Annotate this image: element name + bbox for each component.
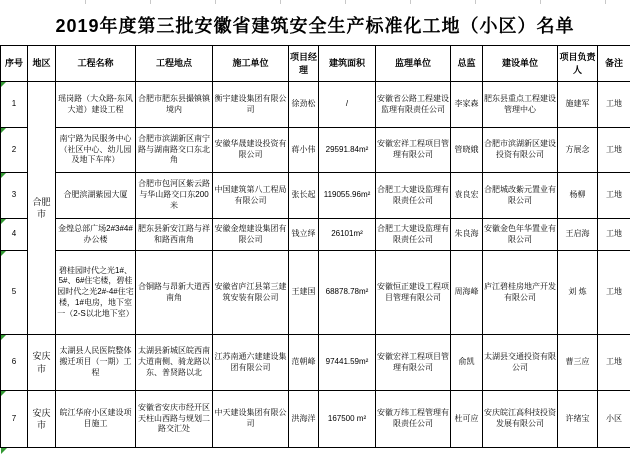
supervision-unit-cell[interactable]: 安徽宏祥工程项目管理有限公司 [376,128,451,173]
region-cell[interactable]: 合肥市 [28,82,56,335]
seq-cell[interactable]: 2 [1,128,28,173]
remark-cell[interactable]: 工地 [598,219,630,251]
seq-cell[interactable]: 1 [1,82,28,128]
column-header-3[interactable]: 工程地点 [136,46,213,82]
excel-error-indicator-icon [1,128,6,133]
column-header-8[interactable]: 总监 [451,46,483,82]
column-header-10[interactable]: 项目负责人 [558,46,598,82]
seq-cell[interactable]: 3 [1,173,28,219]
table-body [1,82,630,448]
column-header-4[interactable]: 施工单位 [213,46,289,82]
building-area-cell[interactable]: 119055.96m² [319,173,376,219]
excel-error-indicator-icon [1,173,6,178]
building-area-cell[interactable]: 167500 m² [319,391,376,448]
contractor-cell[interactable]: 衡宇建设集团有限公司 [213,82,289,128]
column-header-1[interactable]: 地区 [28,46,56,82]
contractor-cell[interactable]: 安徽省庐江县第三建筑安装有限公司 [213,251,289,335]
project-location-cell[interactable]: 合铜路与昂新大道西南角 [136,251,213,335]
seq-cell[interactable]: 5 [1,251,28,335]
table-row [1,219,630,251]
page-title: 2019年度第三批安徽省建筑安全生产标准化工地（小区）名单 [55,15,575,36]
developer-unit-cell[interactable]: 太湖县交通投资有限公司 [483,335,558,391]
excel-error-indicator-icon [1,219,6,224]
remark-cell[interactable]: 工地 [598,128,630,173]
excel-error-indicator-icon [1,448,7,454]
column-header-7[interactable]: 监理单位 [376,46,451,82]
excel-error-indicator-icon [1,335,6,340]
building-area-cell[interactable]: 29591.84m² [319,128,376,173]
developer-unit-cell[interactable]: 合肥市滨湖新区建设投资有限公司 [483,128,558,173]
contractor-cell[interactable]: 安徽金煌建设集团有限公司 [213,219,289,251]
project-location-cell[interactable]: 太湖县新城区皖西南大道南侧、骑龙路以东、普贤路以北 [136,335,213,391]
project-location-cell[interactable]: 安徽省安庆市经开区天柱山西路与规划二路交汇处 [136,391,213,448]
project-leader-cell[interactable]: 许绪宝 [558,391,598,448]
project-leader-cell[interactable]: 王启海 [558,219,598,251]
contractor-cell[interactable]: 江苏南通六建建设集团有限公司 [213,335,289,391]
project-name-cell[interactable]: 皖江华府小区建设项目施工 [56,391,136,448]
project-manager-cell[interactable]: 王建国 [289,251,319,335]
column-header-5[interactable]: 项目经理 [289,46,319,82]
header-row [1,46,630,82]
developer-unit-cell[interactable]: 庐江碧桂房地产开发有限公司 [483,251,558,335]
project-manager-cell[interactable]: 钱立绎 [289,219,319,251]
project-name-cell[interactable]: 碧桂园时代之光1#、5#、6#住宅楼，碧桂园时代之光2#-4#住宅楼，1#电房，地下室一（2-S以北地下室） [56,251,136,335]
excel-error-indicator-icon [1,251,6,256]
building-area-cell[interactable]: 97441.59m² [319,335,376,391]
project-location-cell[interactable]: 合肥市肥东县撮镇镇境内 [136,82,213,128]
chief-supervisor-cell[interactable]: 管晓娥 [451,128,483,173]
project-leader-cell[interactable]: 刘 炼 [558,251,598,335]
table-row [1,82,630,128]
table-row [1,173,630,219]
column-header-6[interactable]: 建筑面积 [319,46,376,82]
project-manager-cell[interactable]: 徐劲松 [289,82,319,128]
table-row [1,251,630,335]
project-name-cell[interactable]: 金煌总部广场2#3#4#办公楼 [56,219,136,251]
chief-supervisor-cell[interactable]: 李家森 [451,82,483,128]
excel-error-indicator-icon [1,82,6,87]
building-area-cell[interactable]: 26101m² [319,219,376,251]
standardization-sites-table [0,45,630,448]
remark-cell[interactable]: 工地 [598,82,630,128]
building-area-cell[interactable]: / [319,82,376,128]
supervision-unit-cell[interactable]: 安徽省公路工程建设 监理有限责任公司 [376,82,451,128]
excel-error-indicator-icon [1,391,6,396]
project-manager-cell[interactable]: 范朝峰 [289,335,319,391]
project-leader-cell[interactable]: 曹三应 [558,335,598,391]
seq-cell[interactable]: 7 [1,391,28,448]
project-location-cell[interactable]: 合肥市滨湖新区南宁路与湖南路交口东北角 [136,128,213,173]
project-location-cell[interactable]: 肥东县新安江路与祥和路西南角 [136,219,213,251]
project-name-cell[interactable]: 瑶岗路（大众路-东风大道）建设工程 [56,82,136,128]
remark-cell[interactable]: 小区 [598,391,630,448]
developer-unit-cell[interactable]: 安庆皖江高科技投资发展有限公司 [483,391,558,448]
project-manager-cell[interactable]: 张长起 [289,173,319,219]
contractor-cell[interactable]: 中天建设集团有限公司 [213,391,289,448]
table-row [1,335,630,391]
project-leader-cell[interactable]: 方展念 [558,128,598,173]
building-area-cell[interactable]: 68878.78m² [319,251,376,335]
region-cell[interactable]: 安庆市 [28,391,56,448]
supervision-unit-cell[interactable]: 安徽恒正建设工程项目管理有限公司 [376,251,451,335]
project-leader-cell[interactable]: 杨柳 [558,173,598,219]
chief-supervisor-cell[interactable]: 俞凯 [451,335,483,391]
supervision-unit-cell[interactable]: 合肥工大建设监理有限责任公司 [376,219,451,251]
chief-supervisor-cell[interactable]: 朱良海 [451,219,483,251]
title-bar [0,4,630,45]
project-leader-cell[interactable]: 施建军 [558,82,598,128]
region-cell[interactable]: 安庆市 [28,335,56,391]
contractor-cell[interactable]: 安徽华晟建设投资有限公司 [213,128,289,173]
supervision-unit-cell[interactable]: 合肥工大建设监理有限责任公司 [376,173,451,219]
table-row [1,391,630,448]
supervision-unit-cell[interactable]: 安徽万纬工程管理有限责任公司 [376,391,451,448]
column-header-2[interactable]: 工程名称 [56,46,136,82]
chief-supervisor-cell[interactable]: 袁良宏 [451,173,483,219]
supervision-unit-cell[interactable]: 安徽宏祥工程项目管理有限公司 [376,335,451,391]
column-header-11[interactable]: 备注 [598,46,630,82]
project-name-cell[interactable]: 太湖县人民医院整体搬迁项目（一期）工程 [56,335,136,391]
project-manager-cell[interactable]: 洪海洋 [289,391,319,448]
column-header-9[interactable]: 建设单位 [483,46,558,82]
column-header-0[interactable]: 序号 [1,46,28,82]
remark-cell[interactable]: 工地 [598,335,630,391]
remark-cell[interactable]: 工地 [598,173,630,219]
remark-cell[interactable]: 工地 [598,251,630,335]
contractor-cell[interactable]: 中国建筑第八工程局有限公司 [213,173,289,219]
project-manager-cell[interactable]: 蒋小伟 [289,128,319,173]
developer-unit-cell[interactable]: 安徽金色年华置业有限公司 [483,219,558,251]
chief-supervisor-cell[interactable]: 周海峰 [451,251,483,335]
seq-cell[interactable]: 6 [1,335,28,391]
project-location-cell[interactable]: 合肥市包河区紫云路与华山路交口东200米 [136,173,213,219]
seq-cell[interactable]: 4 [1,219,28,251]
chief-supervisor-cell[interactable]: 杜可应 [451,391,483,448]
developer-unit-cell[interactable]: 合肥城改紫元置业有限公司 [483,173,558,219]
table-row [1,128,630,173]
project-name-cell[interactable]: 合肥滨湖紫园大厦 [56,173,136,219]
project-name-cell[interactable]: 南宁路为民服务中心（社区中心、幼儿园及地下车库） [56,128,136,173]
developer-unit-cell[interactable]: 肥东县重点工程建设管理中心 [483,82,558,128]
